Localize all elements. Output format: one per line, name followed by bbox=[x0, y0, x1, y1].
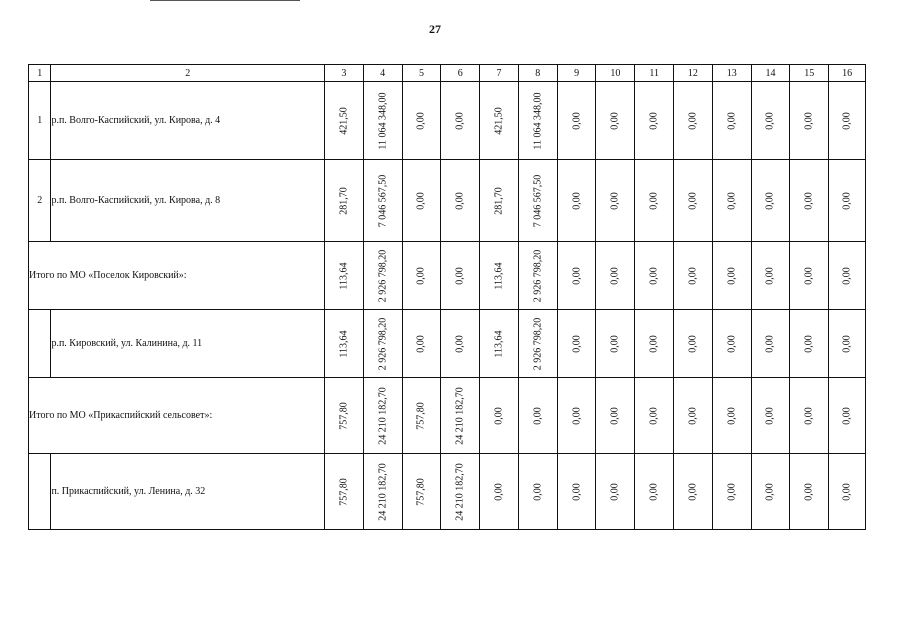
value-cell bbox=[751, 82, 790, 160]
value-text: 0,00 bbox=[841, 191, 853, 210]
value-text: 24 210 182,70 bbox=[454, 462, 466, 521]
header-cell: 11 bbox=[635, 65, 674, 82]
value-text: 0,00 bbox=[571, 334, 583, 353]
value-text: 0,00 bbox=[841, 482, 853, 501]
value-cell bbox=[674, 310, 713, 378]
value-cell bbox=[751, 242, 790, 310]
value-cell bbox=[635, 454, 674, 530]
value-cell bbox=[363, 82, 402, 160]
value-text: 0,00 bbox=[571, 111, 583, 130]
value-text: 0,00 bbox=[648, 406, 660, 425]
value-text: 0,00 bbox=[687, 334, 699, 353]
value-text: 0,00 bbox=[726, 406, 738, 425]
value-text: 0,00 bbox=[493, 406, 505, 425]
value-text: 24 210 182,70 bbox=[454, 386, 466, 445]
value-cell bbox=[674, 242, 713, 310]
value-cell bbox=[751, 310, 790, 378]
value-cell bbox=[829, 242, 866, 310]
value-text: 0,00 bbox=[648, 334, 660, 353]
value-text: 281,70 bbox=[338, 186, 350, 215]
value-cell bbox=[596, 242, 635, 310]
value-text: 0,00 bbox=[803, 266, 815, 285]
value-cell bbox=[674, 82, 713, 160]
value-text: 421,50 bbox=[338, 106, 350, 135]
value-cell bbox=[674, 454, 713, 530]
value-cell bbox=[635, 242, 674, 310]
header-cell: 15 bbox=[790, 65, 829, 82]
header-cell: 3 bbox=[325, 65, 364, 82]
value-cell bbox=[790, 454, 829, 530]
value-cell bbox=[712, 310, 751, 378]
value-text: 24 210 182,70 bbox=[377, 462, 389, 521]
value-text: 0,00 bbox=[764, 266, 776, 285]
value-cell bbox=[480, 378, 519, 454]
value-text: 0,00 bbox=[454, 334, 466, 353]
value-text: 0,00 bbox=[609, 111, 621, 130]
value-cell bbox=[751, 378, 790, 454]
value-cell bbox=[596, 378, 635, 454]
value-text: 0,00 bbox=[648, 266, 660, 285]
value-cell bbox=[363, 454, 402, 530]
value-cell bbox=[829, 454, 866, 530]
value-text: 0,00 bbox=[415, 266, 427, 285]
value-cell bbox=[635, 160, 674, 242]
value-text: 0,00 bbox=[571, 191, 583, 210]
total-label: Итого по МО «Поселок Кировский»: bbox=[29, 242, 325, 310]
header-cell: 4 bbox=[363, 65, 402, 82]
value-text: 24 210 182,70 bbox=[377, 386, 389, 445]
value-text: 421,50 bbox=[493, 106, 505, 135]
value-cell bbox=[363, 160, 402, 242]
value-text: 0,00 bbox=[415, 334, 427, 353]
table-body bbox=[29, 65, 866, 530]
value-cell bbox=[712, 160, 751, 242]
top-rule bbox=[150, 0, 300, 1]
value-text: 2 926 798,20 bbox=[532, 249, 544, 302]
address-cell: п. Прикаспийский, ул. Ленина, д. 32 bbox=[51, 454, 325, 530]
value-text: 0,00 bbox=[687, 266, 699, 285]
value-cell bbox=[480, 82, 519, 160]
value-text: 0,00 bbox=[764, 482, 776, 501]
address-cell: р.п. Волго-Каспийский, ул. Кирова, д. 4 bbox=[51, 82, 325, 160]
value-text: 11 064 348,00 bbox=[532, 91, 544, 150]
value-cell bbox=[402, 242, 441, 310]
value-cell bbox=[557, 242, 596, 310]
value-text: 0,00 bbox=[493, 482, 505, 501]
value-text: 7 046 567,50 bbox=[532, 174, 544, 227]
value-cell bbox=[325, 160, 364, 242]
value-text: 0,00 bbox=[803, 111, 815, 130]
value-text: 0,00 bbox=[726, 266, 738, 285]
value-cell bbox=[518, 82, 557, 160]
value-cell bbox=[480, 242, 519, 310]
address-cell: р.п. Кировский, ул. Калинина, д. 11 bbox=[51, 310, 325, 378]
value-text: 0,00 bbox=[841, 111, 853, 130]
value-cell bbox=[363, 310, 402, 378]
value-text: 0,00 bbox=[609, 266, 621, 285]
header-cell: 8 bbox=[518, 65, 557, 82]
value-cell bbox=[596, 310, 635, 378]
header-cell: 6 bbox=[441, 65, 480, 82]
value-text: 0,00 bbox=[726, 334, 738, 353]
value-text: 0,00 bbox=[609, 482, 621, 501]
value-cell bbox=[441, 310, 480, 378]
value-text: 0,00 bbox=[726, 111, 738, 130]
header-cell: 16 bbox=[829, 65, 866, 82]
row-number bbox=[29, 454, 51, 530]
value-text: 0,00 bbox=[571, 406, 583, 425]
value-cell bbox=[635, 310, 674, 378]
value-text: 0,00 bbox=[803, 334, 815, 353]
value-text: 757,80 bbox=[338, 401, 350, 430]
value-cell bbox=[441, 378, 480, 454]
header-cell: 13 bbox=[712, 65, 751, 82]
header-cell: 12 bbox=[674, 65, 713, 82]
value-text: 2 926 798,20 bbox=[377, 249, 389, 302]
value-cell bbox=[829, 82, 866, 160]
value-cell bbox=[441, 82, 480, 160]
value-text: 0,00 bbox=[726, 482, 738, 501]
header-cell: 9 bbox=[557, 65, 596, 82]
header-cell: 7 bbox=[480, 65, 519, 82]
value-text: 0,00 bbox=[803, 406, 815, 425]
value-text: 0,00 bbox=[454, 111, 466, 130]
data-table bbox=[28, 64, 866, 530]
total-label: Итого по МО «Прикаспийский сельсовет»: bbox=[29, 378, 325, 454]
value-text: 113,64 bbox=[493, 329, 505, 358]
value-cell bbox=[325, 82, 364, 160]
value-text: 0,00 bbox=[841, 406, 853, 425]
row-number bbox=[29, 310, 51, 378]
value-text: 0,00 bbox=[687, 406, 699, 425]
value-cell bbox=[635, 378, 674, 454]
row-number: 1 bbox=[29, 82, 51, 160]
page-number: 27 bbox=[429, 22, 441, 36]
value-cell bbox=[596, 82, 635, 160]
value-text: 757,80 bbox=[415, 477, 427, 506]
value-text: 0,00 bbox=[532, 406, 544, 425]
value-text: 0,00 bbox=[648, 191, 660, 210]
value-text: 0,00 bbox=[415, 191, 427, 210]
table-row bbox=[29, 454, 866, 530]
value-text: 0,00 bbox=[687, 111, 699, 130]
value-cell bbox=[712, 378, 751, 454]
value-cell bbox=[441, 160, 480, 242]
value-cell bbox=[829, 310, 866, 378]
value-cell bbox=[596, 454, 635, 530]
value-text: 0,00 bbox=[571, 266, 583, 285]
value-text: 0,00 bbox=[609, 334, 621, 353]
value-cell bbox=[518, 310, 557, 378]
value-cell bbox=[790, 310, 829, 378]
total-row bbox=[29, 378, 866, 454]
value-cell bbox=[790, 242, 829, 310]
address-cell: р.п. Волго-Каспийский, ул. Кирова, д. 8 bbox=[51, 160, 325, 242]
value-text: 0,00 bbox=[841, 334, 853, 353]
value-cell bbox=[402, 82, 441, 160]
value-cell bbox=[480, 310, 519, 378]
value-text: 0,00 bbox=[764, 406, 776, 425]
header-cell: 10 bbox=[596, 65, 635, 82]
value-cell bbox=[363, 378, 402, 454]
value-cell bbox=[790, 82, 829, 160]
value-text: 113,64 bbox=[338, 261, 350, 290]
value-cell bbox=[480, 160, 519, 242]
value-cell bbox=[712, 242, 751, 310]
value-cell bbox=[674, 160, 713, 242]
value-text: 0,00 bbox=[764, 334, 776, 353]
header-cell: 14 bbox=[751, 65, 790, 82]
value-cell bbox=[557, 454, 596, 530]
header-row bbox=[29, 65, 866, 82]
value-text: 0,00 bbox=[726, 191, 738, 210]
value-cell bbox=[674, 378, 713, 454]
value-cell bbox=[441, 454, 480, 530]
value-cell bbox=[402, 160, 441, 242]
value-cell bbox=[518, 242, 557, 310]
value-text: 0,00 bbox=[454, 266, 466, 285]
value-cell bbox=[518, 454, 557, 530]
value-cell bbox=[325, 378, 364, 454]
value-cell bbox=[635, 82, 674, 160]
value-cell bbox=[751, 160, 790, 242]
value-text: 2 926 798,20 bbox=[377, 317, 389, 370]
value-text: 0,00 bbox=[648, 482, 660, 501]
value-text: 0,00 bbox=[764, 191, 776, 210]
value-cell bbox=[518, 160, 557, 242]
value-cell bbox=[325, 310, 364, 378]
value-text: 0,00 bbox=[803, 482, 815, 501]
value-cell bbox=[402, 454, 441, 530]
value-cell bbox=[751, 454, 790, 530]
value-text: 0,00 bbox=[803, 191, 815, 210]
value-text: 0,00 bbox=[415, 111, 427, 130]
value-cell bbox=[829, 378, 866, 454]
header-cell: 2 bbox=[51, 65, 325, 82]
value-cell bbox=[363, 242, 402, 310]
value-text: 0,00 bbox=[532, 482, 544, 501]
value-text: 0,00 bbox=[454, 191, 466, 210]
table-row bbox=[29, 310, 866, 378]
value-cell bbox=[325, 454, 364, 530]
value-text: 113,64 bbox=[493, 261, 505, 290]
value-cell bbox=[790, 160, 829, 242]
value-text: 0,00 bbox=[841, 266, 853, 285]
value-cell bbox=[790, 378, 829, 454]
header-cell: 5 bbox=[402, 65, 441, 82]
value-text: 0,00 bbox=[609, 406, 621, 425]
value-cell bbox=[402, 378, 441, 454]
value-cell bbox=[712, 454, 751, 530]
value-cell bbox=[518, 378, 557, 454]
value-cell bbox=[402, 310, 441, 378]
value-cell bbox=[596, 160, 635, 242]
row-number: 2 bbox=[29, 160, 51, 242]
value-cell bbox=[557, 82, 596, 160]
total-row bbox=[29, 242, 866, 310]
value-cell bbox=[557, 310, 596, 378]
value-text: 0,00 bbox=[687, 482, 699, 501]
value-cell bbox=[712, 82, 751, 160]
value-cell bbox=[557, 378, 596, 454]
value-text: 0,00 bbox=[764, 111, 776, 130]
value-text: 2 926 798,20 bbox=[532, 317, 544, 370]
value-text: 0,00 bbox=[687, 191, 699, 210]
table-row bbox=[29, 82, 866, 160]
value-text: 113,64 bbox=[338, 329, 350, 358]
value-text: 0,00 bbox=[571, 482, 583, 501]
value-text: 0,00 bbox=[609, 191, 621, 210]
value-cell bbox=[441, 242, 480, 310]
value-text: 7 046 567,50 bbox=[377, 174, 389, 227]
value-cell bbox=[480, 454, 519, 530]
value-text: 281,70 bbox=[493, 186, 505, 215]
value-text: 757,80 bbox=[338, 477, 350, 506]
value-cell bbox=[557, 160, 596, 242]
value-cell bbox=[829, 160, 866, 242]
header-cell: 1 bbox=[29, 65, 51, 82]
table-row bbox=[29, 160, 866, 242]
value-text: 11 064 348,00 bbox=[377, 91, 389, 150]
value-cell bbox=[325, 242, 364, 310]
value-text: 757,80 bbox=[415, 401, 427, 430]
value-text: 0,00 bbox=[648, 111, 660, 130]
